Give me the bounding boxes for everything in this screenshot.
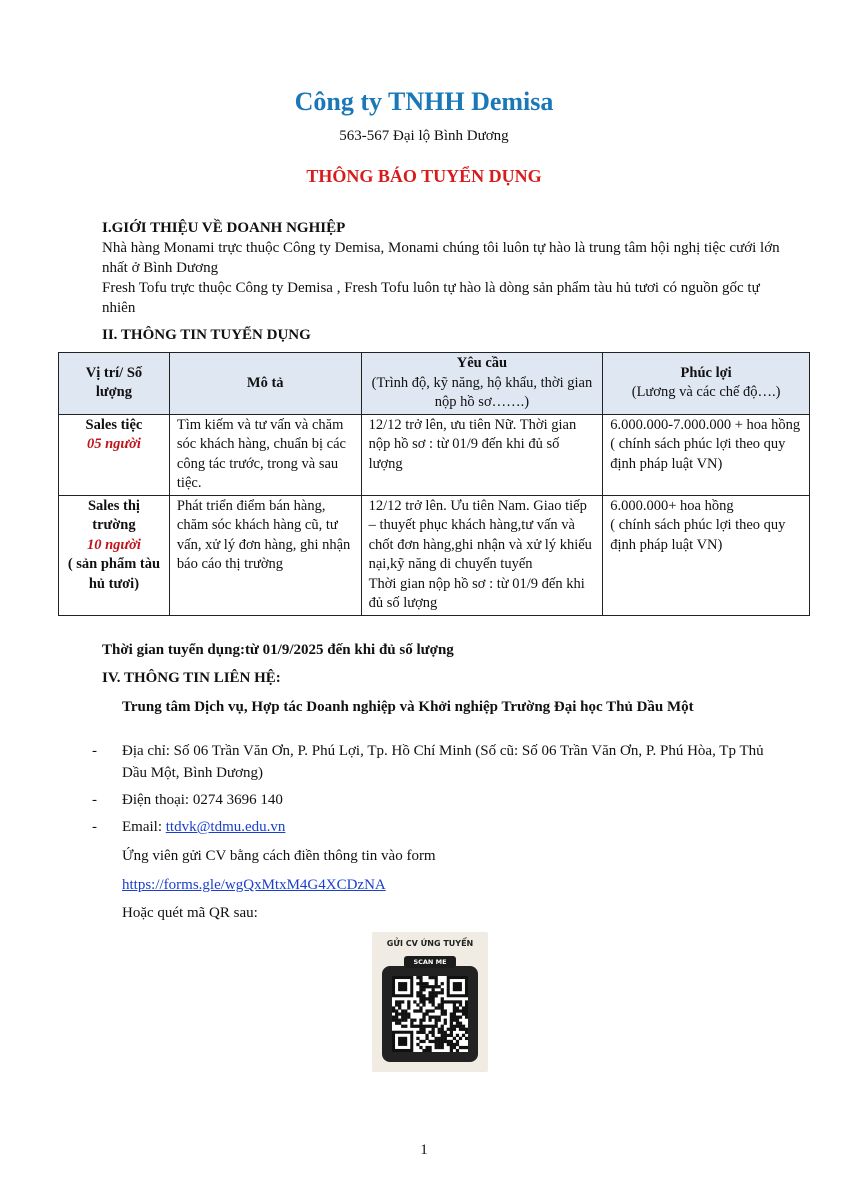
- intro-paragraph-fresh-tofu: Fresh Tofu trực thuộc Công ty Demisa , Fresh Tofu luôn tự hào là dòng sản phẩm tàu hủ tươi có nguồn gốc tự nhiên: [102, 280, 760, 316]
- header-position: Vị trí/ Số lượng: [59, 353, 170, 415]
- intro-paragraph-monami: Nhà hàng Monami trực thuộc Công ty Demisa, Monami chúng tôi luôn tự hào là trung tâm hội nghị tiệc cưới lớn nhất ở Bình Dương: [102, 240, 780, 276]
- contact-center-name: Trung tâm Dịch vụ, Hợp tác Doanh nghiệp và Khởi nghiệp Trường Đại học Thủ Dầu Một: [122, 699, 694, 715]
- list-dash: -: [92, 743, 97, 759]
- position-note: ( sản phẩm tàu hủ tươi): [67, 556, 161, 592]
- section-contact-heading: IV. THÔNG TIN LIÊN HỆ:: [102, 670, 281, 686]
- page-number: 1: [420, 1142, 428, 1158]
- qr-heading: GỬI CV ỨNG TUYỂN: [386, 939, 474, 948]
- header-requirements: [361, 353, 603, 415]
- row-description: Tìm kiếm và tư vấn và chăm sóc khách hàng, chuẩn bị các công tác trước, trong và sau tiệc.: [169, 414, 361, 495]
- contact-phone: [92, 789, 782, 811]
- position-count: 05 người: [86, 436, 141, 452]
- qr-code-card[interactable]: [372, 932, 488, 1072]
- table-header-row: [59, 353, 810, 415]
- header-description: Mô tả: [169, 353, 361, 415]
- job-table: [58, 352, 810, 616]
- row-benefits: [603, 414, 810, 495]
- contact-address: [92, 740, 782, 784]
- section-intro-heading: I.GIỚI THIỆU VỀ DOANH NGHIỆP: [102, 220, 346, 236]
- contact-email-label: Email:: [122, 819, 166, 835]
- scan-me-badge: SCAN ME: [404, 956, 456, 968]
- cv-instruction: Ứng viên gửi CV bằng cách điền thông tin vào form: [122, 848, 436, 864]
- qr-instruction: Hoặc quét mã QR sau:: [122, 905, 258, 921]
- contact-list: [92, 740, 782, 843]
- recruitment-period: Thời gian tuyển dụng:từ 01/9/2025 đến khi đủ số lượng: [102, 642, 454, 658]
- company-title: Công ty TNHH Demisa: [294, 87, 554, 116]
- table-row: [59, 414, 810, 495]
- requirement-line: 12/12 trở lên. Ưu tiên Nam. Giao tiếp – thuyết phục khách hàng,tư vấn và chốt đơn hàng,ghi nhận và xử lý khiếu nại,kỹ năng di chuyển tuyến: [368, 497, 592, 572]
- contact-address-text: Địa chỉ: Số 06 Trần Văn Ơn, P. Phú Lợi, Tp. Hồ Chí Minh (Số cũ: Số 06 Trần Văn Ơn, P. Phú Hòa, Tp Thủ Dầu Một, Bình Dương): [122, 743, 764, 781]
- benefit-line: 6.000.000+ hoa hồng: [610, 497, 734, 514]
- section-recruitment-heading: II. THÔNG TIN TUYỂN DỤNG: [102, 327, 311, 343]
- header-benefits-sub: (Lương và các chế độ….): [631, 384, 781, 401]
- list-dash: -: [92, 792, 97, 808]
- header-requirements-sub: (Trình độ, kỹ năng, hộ khẩu, thời gian nộp hồ sơ…….): [371, 374, 593, 410]
- benefit-line: 6.000.000-7.000.000 + hoa hồng ( chính sách phúc lợi theo quy định pháp luật VN): [610, 416, 801, 472]
- row-description: Phát triển điểm bán hàng, chăm sóc khách hàng cũ, tư vấn, xử lý đơn hàng, ghi nhận báo cáo thị trường: [169, 495, 361, 615]
- requirement-line: Thời gian nộp hồ sơ : từ 01/9 đến khi đủ số lượng: [368, 575, 585, 611]
- header-benefits-title: Phúc lợi: [680, 364, 732, 381]
- email-link[interactable]: ttdvk@tdmu.edu.vn: [165, 819, 286, 835]
- header-requirements-title: Yêu cầu: [456, 355, 508, 371]
- form-link[interactable]: https://forms.gle/wgQxMtxM4G4XCDzNA: [122, 877, 386, 893]
- row-benefits: [603, 495, 810, 615]
- row-requirements: [361, 495, 603, 615]
- position-title: Sales thị trường: [87, 497, 140, 533]
- position-title: Sales tiệc: [85, 416, 143, 433]
- requirement-line: 12/12 trở lên, ưu tiên Nữ. Thời gian nộp hồ sơ : từ 01/9 đến khi đủ số lượng: [368, 416, 577, 472]
- table-row: [59, 495, 810, 615]
- intro-text: [102, 238, 782, 318]
- row-position: [59, 414, 170, 495]
- benefit-line: ( chính sách phúc lợi theo quy định pháp luật VN): [610, 517, 786, 553]
- contact-phone-text: Điện thoại: 0274 3696 140: [122, 792, 283, 808]
- recruitment-notice-title: THÔNG BÁO TUYỂN DỤNG: [306, 166, 542, 186]
- row-position: [59, 495, 170, 615]
- contact-email: [92, 816, 782, 838]
- row-requirements: [361, 414, 603, 495]
- qr-code-icon: [392, 976, 468, 1052]
- header-benefits: [603, 353, 810, 415]
- list-dash: -: [92, 819, 97, 835]
- company-address: 563-567 Đại lộ Bình Dương: [339, 128, 509, 144]
- qr-frame: [382, 966, 478, 1062]
- position-count: 10 người: [86, 536, 141, 553]
